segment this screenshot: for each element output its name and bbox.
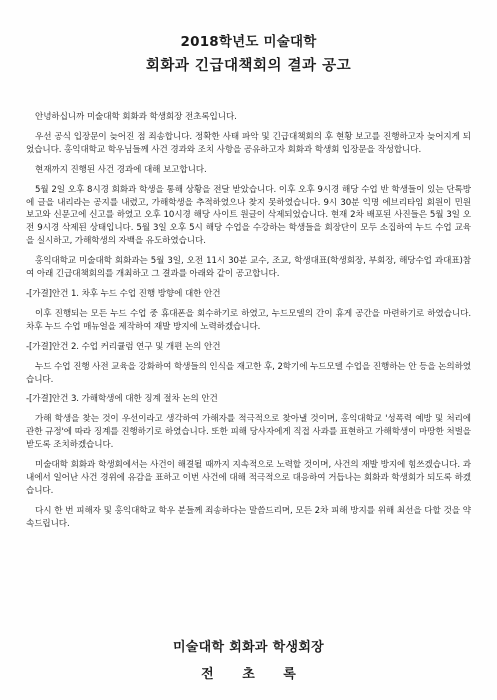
greeting-paragraph: 안녕하십니까 미술대학 회화과 학생회장 전초록입니다. <box>35 112 237 122</box>
timeline-paragraph: 5월 2일 오후 8시경 회화과 학생을 통해 상황을 전달 받았습니다. 이후 오후 9시경 해당 수업 반 학생들이 있는 단톡방에 글을 내리라는 공지를 내렸고, 가해학생을 추적하였으나 찾지 못하였습니다. 9시 30분 익명 에브리타임 회원이 민원 보고와 신문고에 신고를 하였고 오후 10시경 해당 사이트 원글이 삭제되었습니다. 현재 2차 배포된 사진들은 5월 3일 오전 9시경 삭제된 상태입니다. 5월 3일 오후 5시 해당 수업을 수강하는 학생들을 회장단이 모두 소집하여 누드 수업 교육을 실시하고, 가해학생의 자백을 유도하였습니다. <box>26 184 471 247</box>
agenda-1-heading: -[가결]안건 1. 차후 누드 수업 진행 방향에 대한 안건 <box>26 288 221 299</box>
agenda-3-heading: -[가결]안건 3. 가해학생에 대한 징계 절차 논의 안건 <box>26 394 218 405</box>
agenda-3-paragraph: 가해 학생을 찾는 것이 우선이라고 생각하여 가해자를 적극적으로 찾아낼 것이며, 홍익대학교 '성폭력 예방 및 처리에 관한 규정'에 따라 징계를 진행하기로 하였습니다. 또한 피해 당사자에게 직접 사과를 표현하고 가해학생이 마땅한 처벌을 받도록 조치하겠습니다. <box>26 414 471 451</box>
agenda-2-paragraph: 누드 수업 진행 사전 교육을 강화하여 학생들의 인식을 재고한 후, 2학기에 누드모델 수업을 진행하는 안 등을 논의하였습니다. <box>26 361 471 385</box>
document-main-title: 회화과 긴급대책회의 결과 공고 <box>145 58 352 74</box>
notice-body <box>26 111 471 531</box>
meeting-paragraph: 홍익대학교 미술대학 회화과는 5월 3일, 오전 11시 30분 교수, 조교, 학생대표(학생회장, 부회장, 해당수업 과대표)참여 아래 긴급대책회의를 개최하고 그 결과를 아래와 같이 공고합니다. <box>26 256 471 280</box>
signature-name: 전 초 록 <box>201 667 308 682</box>
commitment-paragraph: 미술대학 회화과 학생회에서는 사건이 해결될 때까지 지속적으로 노력할 것이며, 사건의 재발 방지에 힘쓰겠습니다. 과내에서 일어난 사건 경위에 유감을 표하고 이번 사건에 대해 적극적으로 대응하여 거듭나는 회화과 학생회가 되도록 하겠습니다. <box>26 460 471 496</box>
signature-organization: 미술대학 회화과 학생회장 <box>172 640 325 655</box>
report-intro-paragraph: 현재까지 진행된 사건 경과에 대해 보고합니다. <box>35 164 207 175</box>
agenda-2-heading: -[가결]안건 2. 수업 커리큘럼 연구 및 개편 논의 안건 <box>26 341 221 352</box>
document-year-title: 2018학년도 미술대학 <box>180 34 317 50</box>
agenda-1-paragraph: 이후 진행되는 모든 누드 수업 중 휴대폰을 회수하기로 하였고, 누드모델의 간이 휴게 공간을 마련하기로 하였습니다. 차후 누드 수업 매뉴얼을 제작하여 재발 방지에 노력하겠습니다. <box>26 308 471 332</box>
apology-paragraph: 우선 공식 입장문이 늦어진 점 죄송합니다. 정확한 사태 파악 및 긴급대책회의 후 현황 보고를 진행하고자 늦어지게 되었습니다. 홍익대학교 학우님들께 사건 경과와 조치 사항을 공유하고자 회화과 학생회 입장문을 작성합니다. <box>26 131 471 155</box>
closing-paragraph: 다시 한 번 피해자 및 홍익대학교 학우 분들께 죄송하다는 말씀드리며, 모든 2차 피해 방지를 위해 최선을 다할 것을 약속드립니다. <box>26 505 471 529</box>
